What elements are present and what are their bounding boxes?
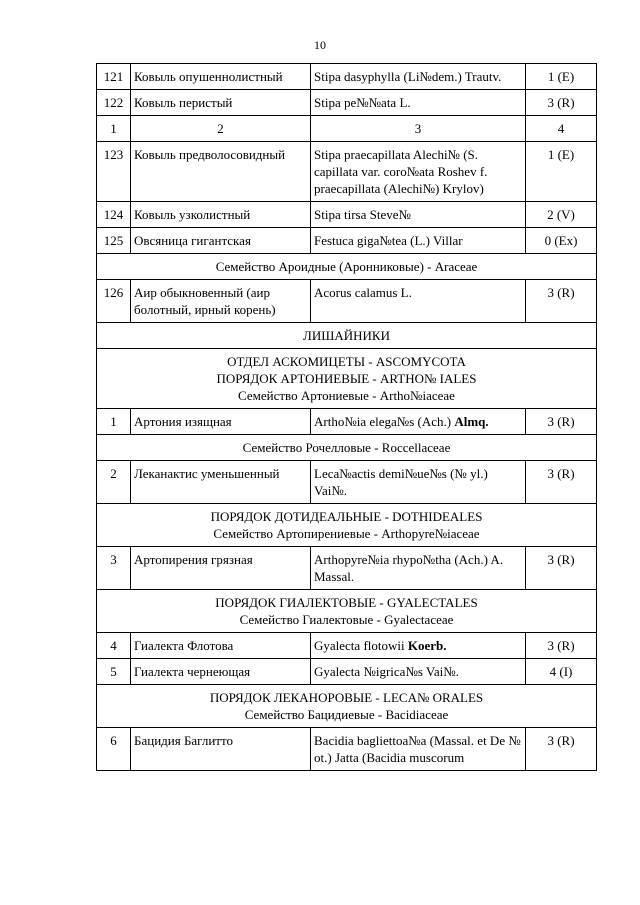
table-row (97, 142, 597, 202)
section-header (97, 504, 597, 547)
species-status: 3 (R) (526, 280, 597, 323)
section-line-text: Семейство Артопирениевые - Arthopyre№iaceae (213, 526, 480, 541)
section-line (100, 611, 593, 628)
latin-author-bold: Almq. (454, 414, 489, 429)
table-row (97, 659, 597, 685)
species-number: 5 (97, 659, 131, 685)
species-number: 123 (97, 142, 131, 202)
section-header-row (97, 685, 597, 728)
section-line (100, 370, 593, 387)
species-latin-name (311, 409, 526, 435)
section-header-row (97, 435, 597, 461)
table-row (97, 64, 597, 90)
species-russian-name: Артопирения грязная (131, 547, 311, 590)
table-row (97, 547, 597, 590)
table-row (97, 280, 597, 323)
table-row (97, 90, 597, 116)
section-header (97, 349, 597, 409)
section-line (100, 387, 593, 404)
species-status: 4 (I) (526, 659, 597, 685)
section-header-row (97, 323, 597, 349)
section-header (97, 435, 597, 461)
species-russian-name: Ковыль узколистный (131, 202, 311, 228)
species-latin-name: Stipa tirsa Steve№ (311, 202, 526, 228)
species-number: 121 (97, 64, 131, 90)
section-header-row (97, 254, 597, 280)
section-header-row (97, 349, 597, 409)
column-number: 1 (97, 116, 131, 142)
species-latin-name: Stipa pe№№ata L. (311, 90, 526, 116)
species-number: 124 (97, 202, 131, 228)
species-russian-name: Ковыль опушеннолистный (131, 64, 311, 90)
species-russian-name: Аир обыкновенный (аир болотный, ирный корень) (131, 280, 311, 323)
section-line-text: ПОРЯДОК ЛЕКАНОРОВЫЕ - LECA№ ORALES (209, 690, 484, 705)
species-status: 3 (R) (526, 547, 597, 590)
section-line-text: Семейство Гиалектовые - Gyalectaceae (239, 612, 454, 627)
species-latin-name: Stipa praecapillata Alechi№ (S. capillata var. coro№ata Roshev f. praecapillata (Alechi№) Krylov) (311, 142, 526, 202)
column-number: 3 (311, 116, 526, 142)
species-number: 3 (97, 547, 131, 590)
column-number: 4 (526, 116, 597, 142)
section-header (97, 254, 597, 280)
section-line-text: ЛИШАЙНИКИ (303, 328, 390, 343)
section-latin-name: ASCOMYCOTA (375, 354, 466, 369)
species-number: 122 (97, 90, 131, 116)
section-line (100, 353, 593, 370)
section-header (97, 685, 597, 728)
species-status: 1 (E) (526, 64, 597, 90)
species-number: 6 (97, 728, 131, 771)
species-status: 3 (R) (526, 728, 597, 771)
section-header-row (97, 504, 597, 547)
species-number: 126 (97, 280, 131, 323)
table-row (97, 633, 597, 659)
species-status: 3 (R) (526, 409, 597, 435)
section-header (97, 323, 597, 349)
species-russian-name: Гиалекта Флотова (131, 633, 311, 659)
species-latin-name: Bacidia bagliettoa№a (Massal. et De № ot.) Jatta (Bacidia muscorum (311, 728, 526, 771)
section-latin-name: DOTHIDEALES (392, 509, 483, 524)
section-line-text: ПОРЯДОК ДОТИДЕАЛЬНЫЕ - (210, 509, 393, 524)
species-number: 125 (97, 228, 131, 254)
species-russian-name: Ковыль перистый (131, 90, 311, 116)
species-latin-name: Leca№actis demi№ue№s (№ yl.) Vai№. (311, 461, 526, 504)
section-line (100, 508, 593, 525)
species-russian-name: Леканактис уменьшенный (131, 461, 311, 504)
species-latin-name (311, 633, 526, 659)
species-number: 2 (97, 461, 131, 504)
column-number: 2 (131, 116, 311, 142)
species-status: 1 (E) (526, 142, 597, 202)
species-russian-name: Артония изящная (131, 409, 311, 435)
species-latin-name: Stipa dasyphylla (Li№dem.) Trautv. (311, 64, 526, 90)
section-line (100, 594, 593, 611)
species-status: 3 (R) (526, 633, 597, 659)
latin-name-text: Artho№ia elega№s (Ach.) (314, 414, 455, 429)
species-russian-name: Овсяница гигантская (131, 228, 311, 254)
section-line (100, 525, 593, 542)
species-status: 3 (R) (526, 461, 597, 504)
table-row (97, 409, 597, 435)
species-status: 2 (V) (526, 202, 597, 228)
section-latin-name: GYALECTALES (387, 595, 478, 610)
section-line-text: ОТДЕЛ АСКОМИЦЕТЫ - (227, 354, 376, 369)
species-number: 4 (97, 633, 131, 659)
species-status: 0 (Ex) (526, 228, 597, 254)
table-body (97, 64, 597, 771)
species-russian-name: Ковыль предволосовидный (131, 142, 311, 202)
section-line-text: Семейство Артониевые - Artho№iaceae (238, 388, 455, 403)
species-number: 1 (97, 409, 131, 435)
section-line (100, 689, 593, 706)
table-row (97, 202, 597, 228)
species-status: 3 (R) (526, 90, 597, 116)
latin-name-text: Gyalecta flotowii (314, 638, 408, 653)
latin-author-bold: Koerb. (407, 638, 447, 653)
section-line-text: Семейство Ароидные (Аронниковые) - Araceae (215, 259, 478, 274)
red-book-species-table (96, 63, 597, 771)
section-line (100, 258, 593, 275)
species-latin-name: Festuca giga№tea (L.) Villar (311, 228, 526, 254)
species-latin-name: Acorus calamus L. (311, 280, 526, 323)
section-line (100, 439, 593, 456)
section-line-text: Семейство Рочелловые - Roccellaceae (242, 440, 451, 455)
species-latin-name: Gyalecta №igrica№s Vai№. (311, 659, 526, 685)
section-line-text: Семейство Бацидиевые - (244, 707, 386, 722)
section-line (100, 327, 593, 344)
table-row (97, 228, 597, 254)
table-row (97, 461, 597, 504)
section-header (97, 590, 597, 633)
species-russian-name: Бацидия Баглитто (131, 728, 311, 771)
species-russian-name: Гиалекта чернеющая (131, 659, 311, 685)
column-numbers-row (97, 116, 597, 142)
section-line-text: ПОРЯДОК ГИАЛЕКТОВЫЕ - (215, 595, 387, 610)
table-row (97, 728, 597, 771)
section-latin-name: Bacidiaceae (385, 707, 449, 722)
species-latin-name: Arthopyre№ia rhypo№tha (Ach.) A. Massal. (311, 547, 526, 590)
section-line-text: ПОРЯДОК АРТОНИЕВЫЕ - ARTHO№ IALES (216, 371, 477, 386)
page-number: 10 (314, 38, 326, 52)
section-header-row (97, 590, 597, 633)
section-line (100, 706, 593, 723)
